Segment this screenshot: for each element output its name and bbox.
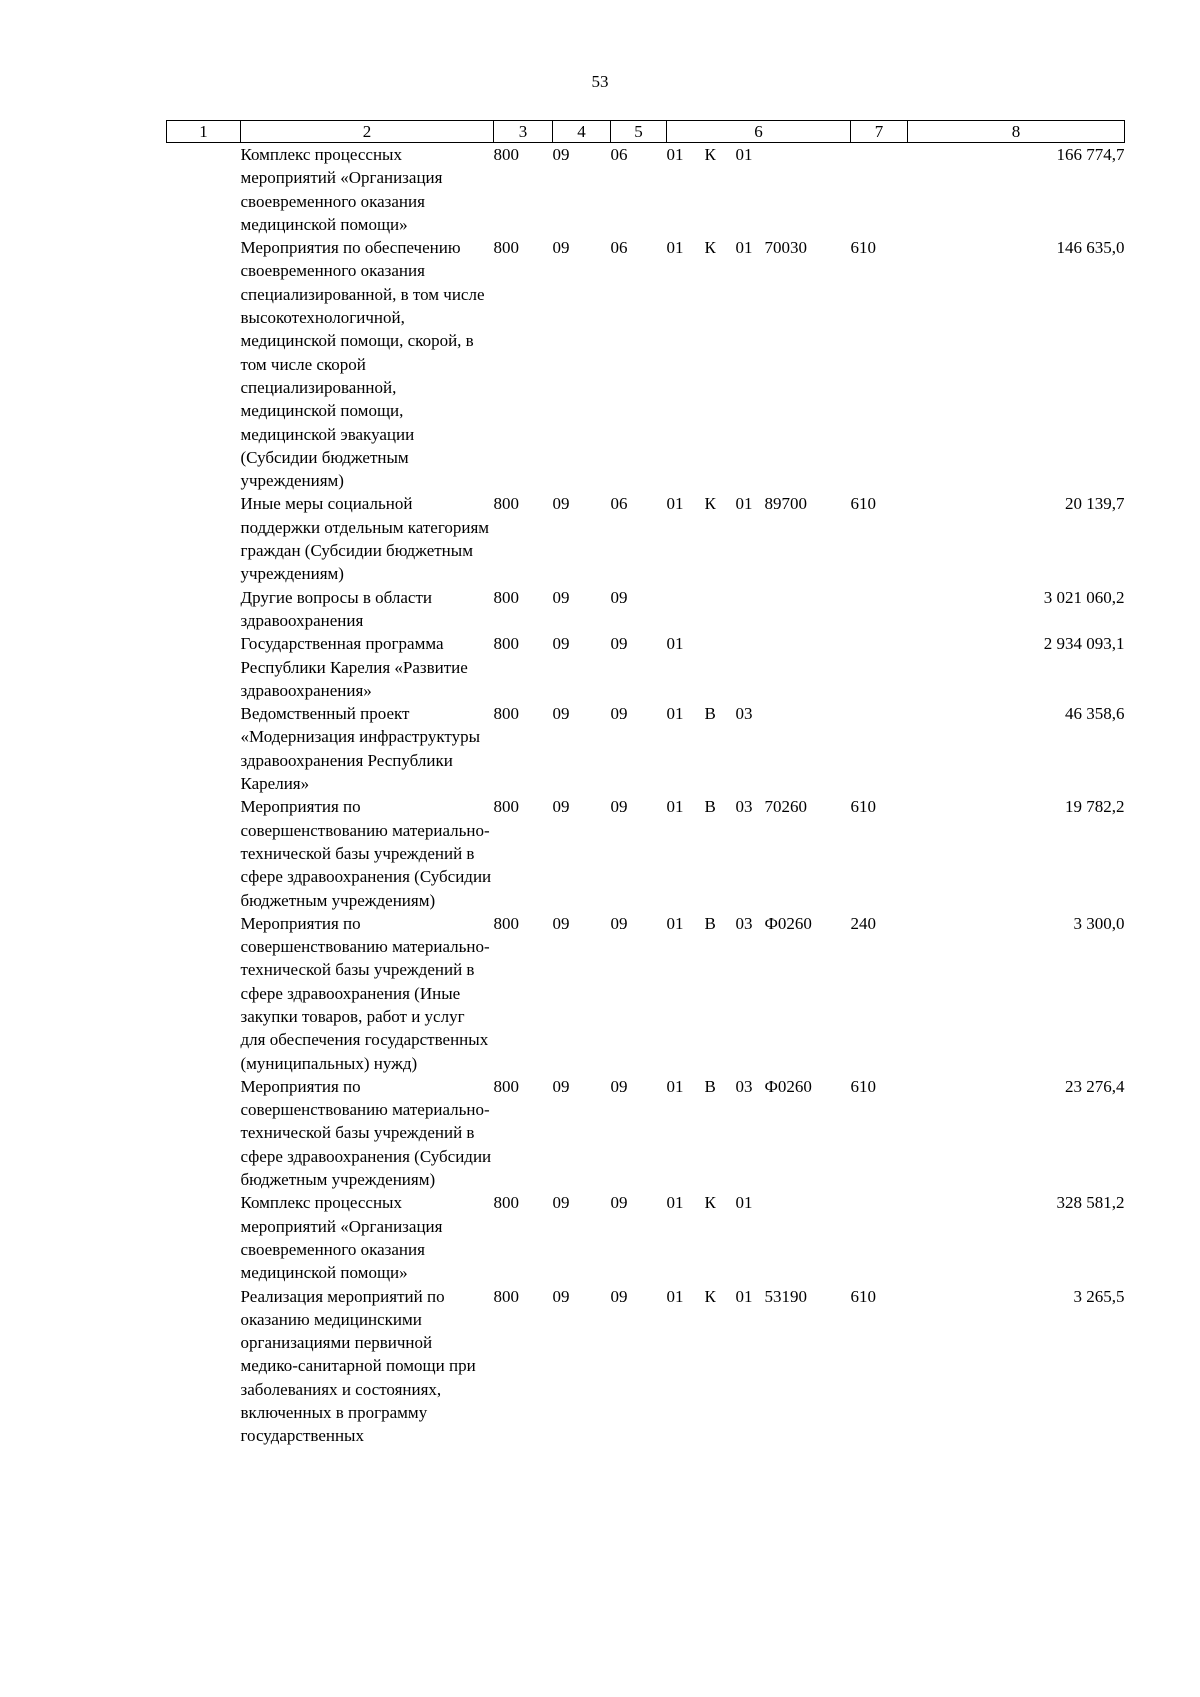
- amount: 2 934 093,1: [1043, 634, 1125, 654]
- code-section: 09: [552, 1076, 570, 1096]
- col1-empty: [167, 236, 241, 492]
- row-name: Другие вопросы в области здравоохранения: [240, 587, 432, 630]
- code-structural-element: 01: [735, 238, 753, 258]
- col-header-7: 7: [851, 121, 908, 143]
- amount: 23 276,4: [1065, 1076, 1125, 1096]
- code-expense-type: 610: [850, 1286, 876, 1306]
- amount: 328 581,2: [1056, 1193, 1125, 1213]
- amount: 166 774,7: [1056, 145, 1125, 164]
- code-direction: Ф0260: [764, 913, 812, 933]
- table-row: [167, 702, 1125, 795]
- table-row: [167, 143, 1125, 237]
- code-chapter: 800: [493, 145, 519, 164]
- col-header-2: 2: [241, 121, 494, 143]
- code-expense-type: [851, 632, 908, 702]
- table-row: [167, 632, 1125, 702]
- col1-empty: [167, 632, 241, 702]
- code-section: 09: [552, 587, 570, 607]
- code-expense-type: 240: [850, 913, 876, 933]
- code-expense-type: 610: [850, 797, 876, 817]
- code-direction: 70030: [764, 238, 807, 258]
- table-row: [167, 236, 1125, 492]
- code-section: 09: [552, 145, 570, 164]
- code-expense-type: 610: [850, 1076, 876, 1096]
- amount: 46 358,6: [1065, 704, 1125, 724]
- col-header-6: 6: [667, 121, 851, 143]
- code-program: 01: [666, 704, 684, 724]
- code-chapter: 800: [493, 1286, 519, 1306]
- code-expense-type: [851, 586, 908, 633]
- code-program-type: К: [704, 238, 716, 258]
- code-direction: [765, 143, 851, 237]
- code-program-type: В: [704, 913, 716, 933]
- code-subsection: 09: [610, 587, 628, 607]
- col-header-5: 5: [611, 121, 667, 143]
- code-section: 09: [552, 913, 570, 933]
- col1-empty: [167, 1191, 241, 1284]
- code-program-type: К: [704, 1193, 716, 1213]
- code-program: 01: [666, 1286, 684, 1306]
- amount: 3 021 060,2: [1043, 587, 1125, 607]
- code-structural-element: 01: [735, 145, 753, 164]
- header-row: [167, 121, 1125, 143]
- col-header-4: 4: [553, 121, 611, 143]
- code-chapter: 800: [493, 1076, 519, 1096]
- code-program: 01: [666, 913, 684, 933]
- code-structural-element: [736, 586, 765, 633]
- budget-table: [166, 120, 1125, 1448]
- code-direction: 70260: [764, 797, 807, 817]
- code-direction: [765, 1191, 851, 1284]
- row-name: Государственная программа Республики Карелия «Развитие здравоохранения»: [240, 634, 468, 700]
- table-row: [167, 492, 1125, 585]
- code-program-type: К: [704, 1286, 716, 1306]
- code-expense-type: [851, 1191, 908, 1284]
- code-section: 09: [552, 494, 570, 514]
- code-chapter: 800: [493, 634, 519, 654]
- table-row: [167, 1191, 1125, 1284]
- row-name: Мероприятия по обеспечению своевременного оказания специализированной, в том числе высокотехнологичной, медицинской помощи, скорой, в том числе скорой специализированной, медицинской помощи, медицинской эвакуации (Субсидии бюджетным учреждениям): [240, 238, 485, 491]
- code-subsection: 09: [610, 634, 628, 654]
- code-program-type: [705, 632, 736, 702]
- code-expense-type: [851, 702, 908, 795]
- code-expense-type: [851, 143, 908, 237]
- row-name: Ведомственный проект «Модернизация инфраструктуры здравоохранения Республики Карелия»: [240, 704, 480, 794]
- code-structural-element: 03: [735, 704, 753, 724]
- col1-empty: [167, 586, 241, 633]
- code-program: 01: [666, 238, 684, 258]
- col-header-1: 1: [167, 121, 241, 143]
- code-subsection: 09: [610, 1076, 628, 1096]
- code-structural-element: 01: [735, 1286, 753, 1306]
- code-direction: 53190: [764, 1286, 807, 1306]
- code-expense-type: 610: [850, 238, 876, 258]
- code-subsection: 06: [610, 494, 628, 514]
- row-name: Реализация мероприятий по оказанию медицинскими организациями первичной медико-санитарной помощи при заболеваниях и состояниях, включенных в программу государственных: [240, 1286, 476, 1446]
- code-program-type: В: [704, 704, 716, 724]
- table-row: [167, 912, 1125, 1075]
- code-subsection: 09: [610, 797, 628, 817]
- col1-empty: [167, 912, 241, 1075]
- code-section: 09: [552, 1286, 570, 1306]
- row-name: Мероприятия по совершенствованию материально-технической базы учреждений в сфере здравоохранения (Субсидии бюджетным учреждениям): [240, 1076, 492, 1190]
- code-structural-element: 03: [735, 797, 753, 817]
- code-chapter: 800: [493, 1193, 519, 1213]
- col1-empty: [167, 795, 241, 911]
- code-program: 01: [666, 1193, 684, 1213]
- code-program: [667, 586, 705, 633]
- col-header-3: 3: [494, 121, 553, 143]
- amount: 146 635,0: [1056, 238, 1125, 258]
- code-subsection: 06: [610, 238, 628, 258]
- code-subsection: 09: [610, 1193, 628, 1213]
- amount: 3 300,0: [1073, 913, 1125, 933]
- col1-empty: [167, 1285, 241, 1448]
- amount: 20 139,7: [1065, 494, 1125, 514]
- code-section: 09: [552, 704, 570, 724]
- code-section: 09: [552, 797, 570, 817]
- code-subsection: 09: [610, 913, 628, 933]
- table-row: [167, 1075, 1125, 1191]
- col-header-8: 8: [908, 121, 1125, 143]
- code-direction: 89700: [764, 494, 807, 514]
- table-row: [167, 586, 1125, 633]
- code-chapter: 800: [493, 704, 519, 724]
- amount: 3 265,5: [1073, 1286, 1125, 1306]
- code-direction: [765, 586, 851, 633]
- code-direction: [765, 702, 851, 795]
- col1-empty: [167, 143, 241, 237]
- row-name: Комплекс процессных мероприятий «Организация своевременного оказания медицинской помощи»: [240, 145, 443, 234]
- code-subsection: 09: [610, 704, 628, 724]
- code-program: 01: [666, 797, 684, 817]
- table-row: [167, 1285, 1125, 1448]
- code-chapter: 800: [493, 587, 519, 607]
- row-name: Иные меры социальной поддержки отдельным категориям граждан (Субсидии бюджетным учреждениям): [240, 494, 490, 584]
- code-program-type: [705, 586, 736, 633]
- code-structural-element: 01: [735, 1193, 753, 1213]
- code-expense-type: 610: [850, 494, 876, 514]
- code-structural-element: 03: [735, 1076, 753, 1096]
- col1-empty: [167, 492, 241, 585]
- code-program: 01: [666, 145, 684, 164]
- code-subsection: 09: [610, 1286, 628, 1306]
- code-program: 01: [666, 1076, 684, 1096]
- code-chapter: 800: [493, 797, 519, 817]
- code-section: 09: [552, 634, 570, 654]
- code-structural-element: 01: [735, 494, 753, 514]
- code-program-type: В: [704, 1076, 716, 1096]
- code-structural-element: [736, 632, 765, 702]
- code-chapter: 800: [493, 913, 519, 933]
- col1-empty: [167, 702, 241, 795]
- page-number: 53: [591, 72, 609, 91]
- code-direction: Ф0260: [764, 1076, 812, 1096]
- code-chapter: 800: [493, 494, 519, 514]
- code-chapter: 800: [493, 238, 519, 258]
- table-body: [167, 143, 1125, 1448]
- row-name: Комплекс процессных мероприятий «Организация своевременного оказания медицинской помощи»: [240, 1193, 443, 1283]
- row-name: Мероприятия по совершенствованию материально-технической базы учреждений в сфере здравоохранения (Иные закупки товаров, работ и услуг для обеспечения государственных (муниципальных) нужд): [240, 913, 490, 1073]
- code-section: 09: [552, 1193, 570, 1213]
- code-program: 01: [666, 634, 684, 654]
- row-name: Мероприятия по совершенствованию материально-технической базы учреждений в сфере здравоохранения (Субсидии бюджетным учреждениям): [240, 797, 492, 910]
- code-program-type: К: [704, 145, 716, 164]
- code-subsection: 06: [610, 145, 628, 164]
- code-structural-element: 03: [735, 913, 753, 933]
- col1-empty: [167, 1075, 241, 1191]
- code-program: 01: [666, 494, 684, 514]
- code-program-type: К: [704, 494, 716, 514]
- table-row: [167, 795, 1125, 911]
- code-program-type: В: [704, 797, 716, 817]
- amount: 19 782,2: [1065, 797, 1125, 817]
- code-section: 09: [552, 238, 570, 258]
- code-direction: [765, 632, 851, 702]
